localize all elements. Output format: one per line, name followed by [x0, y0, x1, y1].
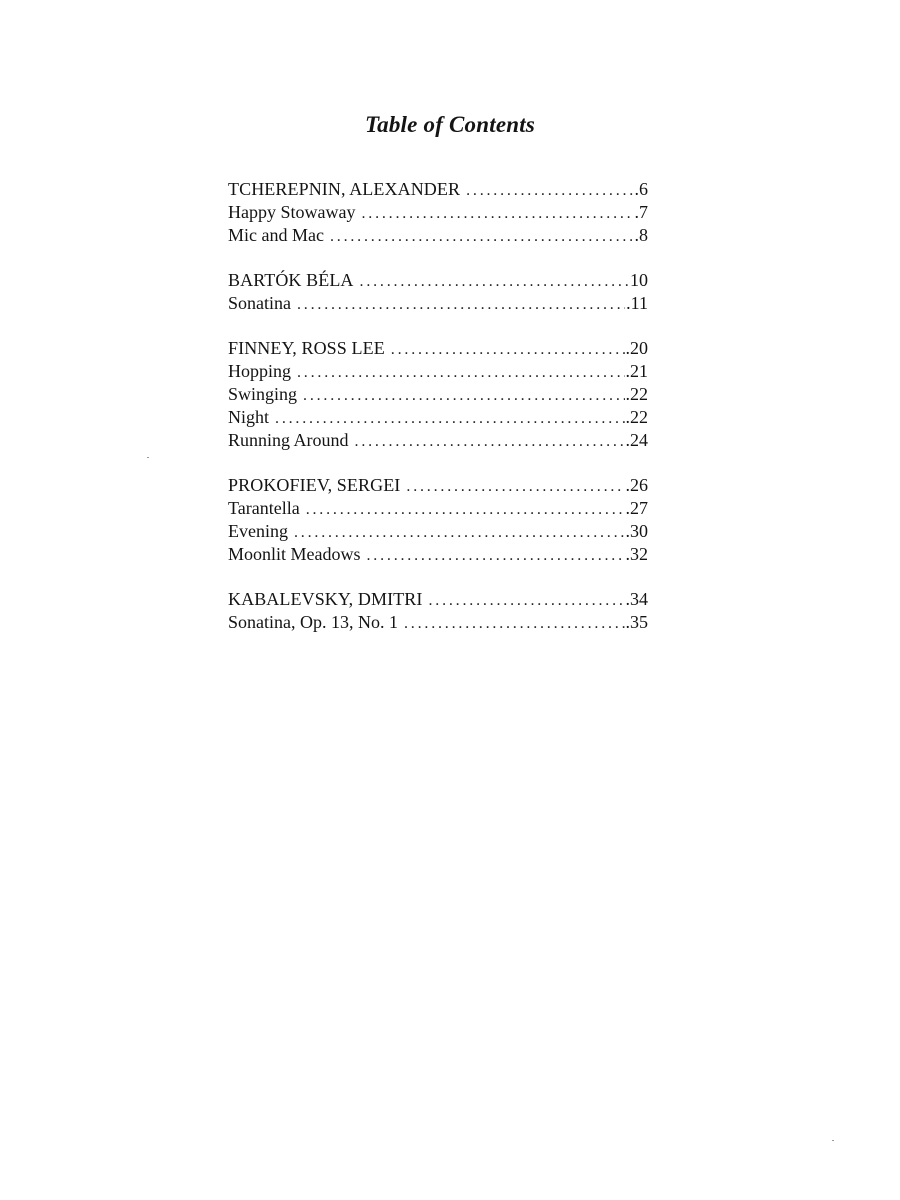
toc-piece-entry[interactable] [228, 360, 648, 383]
toc-composer-entry[interactable] [228, 474, 648, 497]
toc-composer-entry[interactable] [228, 588, 648, 611]
piece-title: Mic and Mac [228, 225, 324, 245]
dot-leader [294, 521, 625, 544]
page-number: .22 [625, 384, 648, 404]
toc-piece-entry[interactable] [228, 201, 648, 224]
toc-composer-entry[interactable] [228, 269, 648, 292]
dot-leader [306, 498, 625, 521]
toc-piece-entry[interactable] [228, 543, 648, 566]
piece-title: Running Around [228, 430, 349, 450]
dot-leader [297, 293, 625, 316]
page-number: .35 [625, 612, 648, 632]
toc-piece-entry[interactable] [228, 292, 648, 315]
table-of-contents [228, 178, 648, 656]
piece-title: Happy Stowaway [228, 202, 356, 222]
page-number: .6 [634, 179, 648, 199]
piece-title: Evening [228, 521, 288, 541]
piece-title: Night [228, 407, 270, 427]
page-number: .22 [625, 407, 648, 427]
page-title: Table of Contents [365, 112, 535, 137]
toc-piece-entry[interactable] [228, 429, 648, 452]
toc-piece-entry[interactable] [228, 611, 648, 634]
page-number: .11 [626, 293, 648, 313]
dot-leader [303, 384, 624, 407]
toc-piece-entry[interactable] [228, 520, 648, 543]
toc-composer-entry[interactable] [228, 178, 648, 201]
dot-leader [297, 361, 625, 384]
toc-piece-entry[interactable] [228, 406, 648, 429]
page-number: .30 [625, 521, 648, 541]
piece-title: Moonlit Meadows [228, 544, 361, 564]
page-number: .21 [625, 361, 648, 381]
dot-leader [466, 179, 633, 202]
composer-name: KABALEVSKY, DMITRI [228, 589, 423, 609]
piece-title: Sonatina [228, 293, 291, 313]
dot-leader [391, 338, 625, 361]
page-number: 10 [630, 270, 648, 290]
dot-leader [406, 475, 624, 498]
toc-piece-entry[interactable] [228, 497, 648, 520]
piece-title: Hopping [228, 361, 291, 381]
piece-title: Sonatina, Op. 13, No. 1 [228, 612, 398, 632]
dot-leader [404, 612, 625, 635]
toc-group-finney [228, 337, 648, 452]
dot-leader [360, 270, 629, 293]
page-number: .7 [634, 202, 648, 222]
dot-leader [275, 407, 624, 430]
composer-name: FINNEY, ROSS LEE [228, 338, 385, 358]
composer-name: PROKOFIEV, SERGEI [228, 475, 401, 495]
toc-group-prokofiev [228, 474, 648, 566]
dot-leader [330, 225, 634, 248]
scan-speck [147, 457, 149, 458]
page-number: .20 [625, 338, 648, 358]
scan-speck [832, 1140, 834, 1141]
page-number: .27 [625, 498, 648, 518]
page-number: .32 [625, 544, 648, 564]
dot-leader [355, 430, 625, 453]
composer-name: TCHEREPNIN, ALEXANDER [228, 179, 461, 199]
page-number: .26 [625, 475, 648, 495]
toc-composer-entry[interactable] [228, 337, 648, 360]
toc-piece-entry[interactable] [228, 383, 648, 406]
page-number: .8 [634, 225, 648, 245]
page-number: .24 [625, 430, 648, 450]
piece-title: Swinging [228, 384, 298, 404]
composer-name: BARTÓK BÉLA [228, 270, 354, 290]
piece-title: Tarantella [228, 498, 300, 518]
toc-group-kabalevsky [228, 588, 648, 634]
dot-leader [367, 544, 625, 567]
dot-leader [428, 589, 624, 612]
toc-group-tcherepnin [228, 178, 648, 247]
dot-leader [361, 202, 633, 225]
page-number: .34 [625, 589, 648, 609]
toc-group-bartok [228, 269, 648, 315]
toc-piece-entry[interactable] [228, 224, 648, 247]
